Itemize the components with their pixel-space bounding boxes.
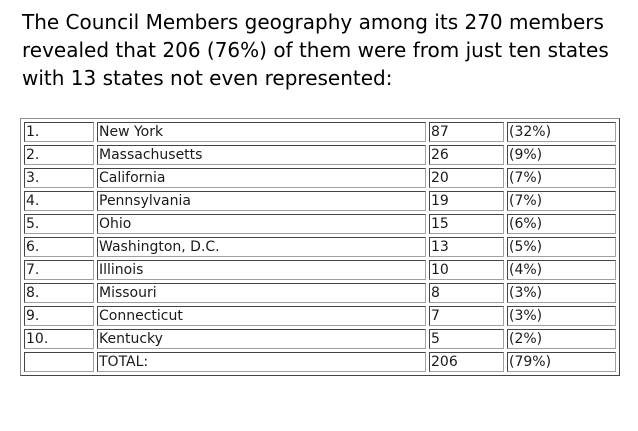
table-row (24, 306, 616, 326)
table-row (24, 214, 616, 234)
state-cell: Pennsylvania (97, 191, 426, 211)
rank-cell (24, 352, 94, 372)
table-row (24, 237, 616, 257)
count-cell: 13 (429, 237, 504, 257)
count-cell: 19 (429, 191, 504, 211)
rank-cell: 8. (24, 283, 94, 303)
state-cell: Missouri (97, 283, 426, 303)
percent-cell: (4%) (507, 260, 616, 280)
rank-cell: 7. (24, 260, 94, 280)
state-cell: Kentucky (97, 329, 426, 349)
rank-cell: 2. (24, 145, 94, 165)
count-cell: 20 (429, 168, 504, 188)
rank-cell: 3. (24, 168, 94, 188)
table-row (24, 145, 616, 165)
total-label: TOTAL: (97, 352, 426, 372)
rank-cell: 5. (24, 214, 94, 234)
percent-cell: (3%) (507, 283, 616, 303)
count-cell: 7 (429, 306, 504, 326)
table-row (24, 122, 616, 142)
percent-cell: (3%) (507, 306, 616, 326)
table-row (24, 329, 616, 349)
percent-cell: (7%) (507, 191, 616, 211)
state-cell: Illinois (97, 260, 426, 280)
intro-line-1: The Council Members geography among its 270 members (22, 10, 604, 34)
table-row (24, 191, 616, 211)
rank-cell: 1. (24, 122, 94, 142)
state-cell: Washington, D.C. (97, 237, 426, 257)
state-cell: Massachusetts (97, 145, 426, 165)
rank-cell: 4. (24, 191, 94, 211)
total-percent: (79%) (507, 352, 616, 372)
count-cell: 5 (429, 329, 504, 349)
percent-cell: (9%) (507, 145, 616, 165)
count-cell: 26 (429, 145, 504, 165)
council-states-table (20, 118, 620, 376)
percent-cell: (5%) (507, 237, 616, 257)
state-cell: California (97, 168, 426, 188)
count-cell: 87 (429, 122, 504, 142)
count-cell: 10 (429, 260, 504, 280)
table-row (24, 260, 616, 280)
table-row (24, 168, 616, 188)
state-cell: Connecticut (97, 306, 426, 326)
rank-cell: 10. (24, 329, 94, 349)
percent-cell: (6%) (507, 214, 616, 234)
state-cell: New York (97, 122, 426, 142)
percent-cell: (2%) (507, 329, 616, 349)
count-cell: 8 (429, 283, 504, 303)
state-cell: Ohio (97, 214, 426, 234)
rank-cell: 6. (24, 237, 94, 257)
intro-line-3: with 13 states not even represented: (22, 66, 393, 90)
rank-cell: 9. (24, 306, 94, 326)
intro-line-2: revealed that 206 (76%) of them were from just ten states (22, 38, 609, 62)
percent-cell: (7%) (507, 168, 616, 188)
table-row (24, 283, 616, 303)
percent-cell: (32%) (507, 122, 616, 142)
intro-text (22, 8, 622, 92)
total-count: 206 (429, 352, 504, 372)
count-cell: 15 (429, 214, 504, 234)
total-row (24, 352, 616, 372)
